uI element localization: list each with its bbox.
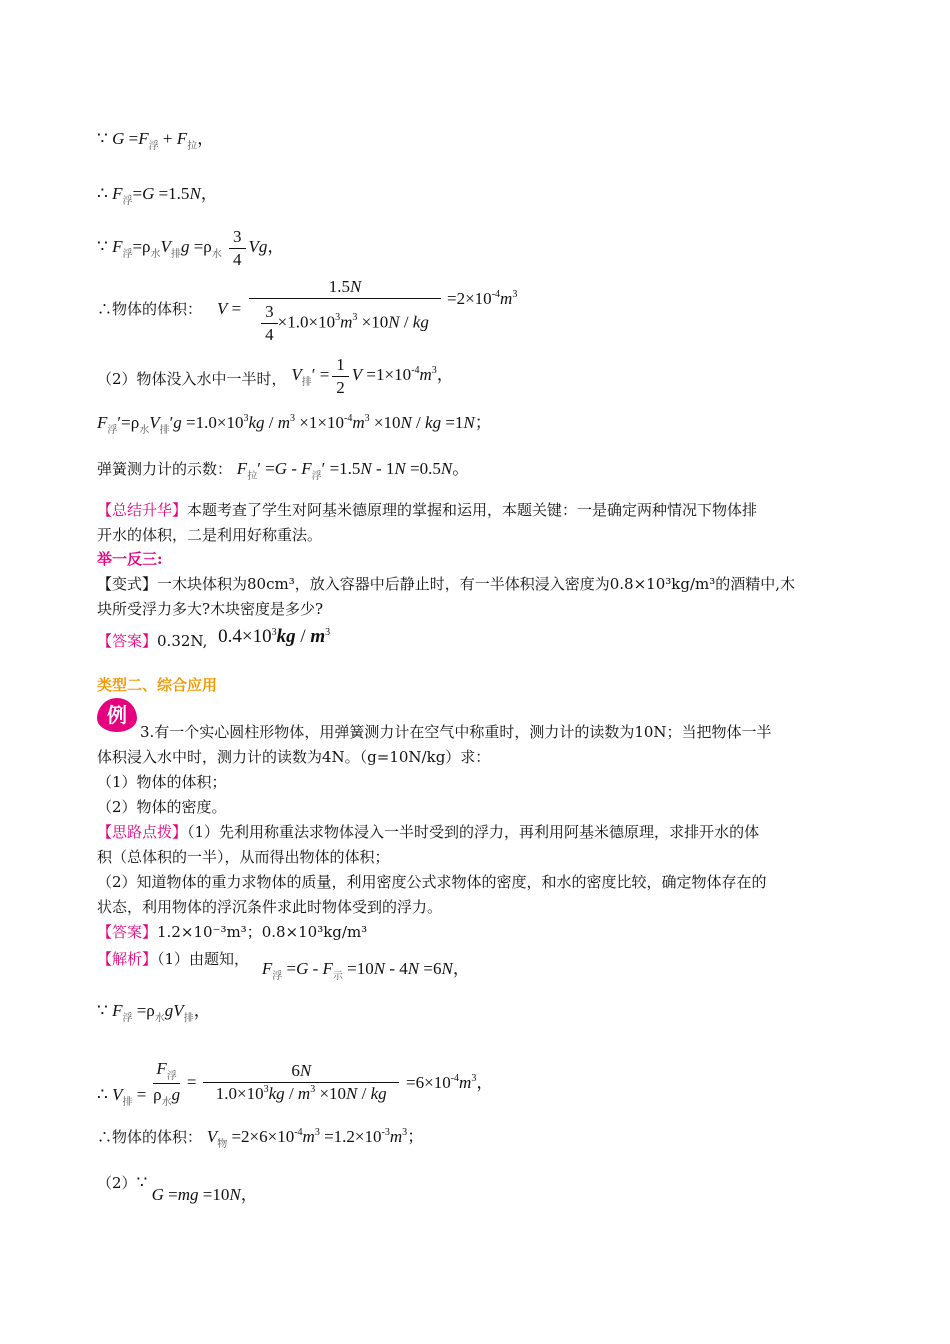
hint-line-3: [97, 870, 767, 895]
variant-answer-formula: $0.4\times 10^3kg / m^3$: [218, 626, 331, 647]
hint-label: 【思路点拨】: [97, 823, 188, 841]
variant-label: 【变式】: [97, 575, 158, 593]
hint-text-1: （1）先利用称重法求物体浸入一半时受到的浮力，再利用阿基米德原理，求排开水的体: [187, 823, 760, 841]
formula-line-2: ∴ $F_浮=G =1.5N$，: [97, 184, 218, 207]
answer-label: 【答案】: [97, 923, 158, 941]
problem-text-2: 体积浸入水中时，测力计的读数为4N。（g=10N/kg）求：: [97, 748, 491, 766]
formula-line-m2: ∴ $V_排$ = $F_浮$ $\rho_水g$ = $\frac{6N}{1.0\times 10^3kg / m^3 \times 10N / kg}$ $=6\times 10^{-4}m^3$，: [97, 1059, 494, 1108]
analysis-text: （1）由题知，: [157, 950, 250, 968]
formula-line-m4: （2）∵ G =mg =10N，: [97, 1173, 258, 1204]
variant-answer-label: 【答案】: [97, 632, 158, 650]
formula-line-3: ∵ $F_浮=\rho_水V_排g =\rho_水$ $\frac{3}{4}$ Vg，: [97, 227, 285, 269]
variant-text-1: 一木块体积为80cm³，放入容器中后静止时，有一半体积浸入密度为0.8×10³kg/m³的酒精中,木: [157, 575, 796, 593]
problem-question-2: [97, 795, 227, 820]
variant-answer-text: 0.32N,: [157, 632, 208, 650]
hint-text-2: 积（总体积的一半），从而得出物体的体积；: [97, 848, 390, 866]
variant-text-2: 块所受浮力多大?木块密度是多少?: [97, 600, 324, 618]
summary-text-1: 本题考查了学生对阿基米德原理的掌握和运用，本题关键：一是确定两种情况下物体排: [187, 501, 758, 519]
analysis-line: [97, 946, 470, 982]
variant-line-2: [97, 597, 323, 622]
hint-line-1: [97, 820, 759, 845]
variant-heading-text: 举一反三:: [97, 550, 163, 568]
formula-line-m3: ∴物体的体积： $V_物 =2\times 6\times 10^{-4}m^3 =1.2\times 10^{-3}m^3$；: [97, 1127, 425, 1150]
summary-label: 【总结升华】: [97, 501, 188, 519]
example-badge: 例: [97, 698, 137, 732]
summary-line-1: [97, 498, 757, 523]
problem-text-1: 3.有一个实心圆柱形物体，用弹簧测力计在空气中称重时，测力计的读数为10N；当把物体一半: [140, 723, 772, 741]
summary-line-2: [97, 523, 322, 548]
formula-line-1: ∵ $G =F_浮 + F_拉$，: [97, 129, 215, 152]
hint-text-4: 状态，利用物体的浮沉条件求此时物体受到的浮力。: [97, 898, 443, 916]
formula-line-6: $F_浮'=\rho_水V_排'g =1.0\times 10^3kg / m^3 \times 1\times 10^{-4}m^3 \times 10N$ / kg =1N；: [97, 413, 492, 436]
variant-heading: [97, 547, 163, 572]
hint-text-3: （2）知道物体的重力求物体的质量，利用密度公式求物体的密度，和水的密度比较，确定物体存在的: [97, 873, 767, 891]
formula-line-5: （2）物体没入水中一半时， $V_排'$ = $\frac{1}{2}$ $V =1\times 10^{-4}m^3$，: [97, 355, 454, 397]
question-2-text: （2）物体的密度。: [97, 798, 227, 816]
hint-line-2: [97, 845, 390, 870]
variant-answer-line: [97, 628, 330, 656]
variant-line-1: [97, 572, 795, 597]
analysis-label: 【解析】: [97, 950, 158, 968]
hint-line-4: [97, 895, 442, 920]
problem-line-2: [97, 745, 490, 770]
formula-line-7: 弹簧测力计的示数： $F_拉' =G - F_浮' =1.5N - 1N =0.5N$。: [97, 459, 470, 482]
formula-line-4: ∴物体的体积： V = 1.5N $\frac{3}{4}$ $\times 1.0\times 10^3m^3 \times 10N$ / kg $=2\times 10^{-4}m^3$: [97, 277, 518, 344]
answer-text: 1.2×10⁻³m³；0.8×10³kg/m³: [157, 923, 368, 941]
volume-label: ∴物体的体积：: [97, 300, 203, 318]
problem-line-1: [140, 720, 772, 745]
section-heading: [97, 673, 217, 698]
formula-line-m1: ∵ $F_浮 =\rho_水gV_排$，: [97, 1001, 211, 1024]
summary-text-2: 开水的体积，二是利用好称重法。: [97, 526, 323, 544]
question-1-text: （1）物体的体积；: [97, 773, 227, 791]
section-heading-text: 类型二、综合应用: [97, 676, 218, 694]
analysis-formula: $F_浮 =G - F_示 =10N - 4N =6N$，: [261, 959, 470, 982]
problem-question-1: [97, 770, 227, 795]
answer-line: [97, 920, 367, 945]
